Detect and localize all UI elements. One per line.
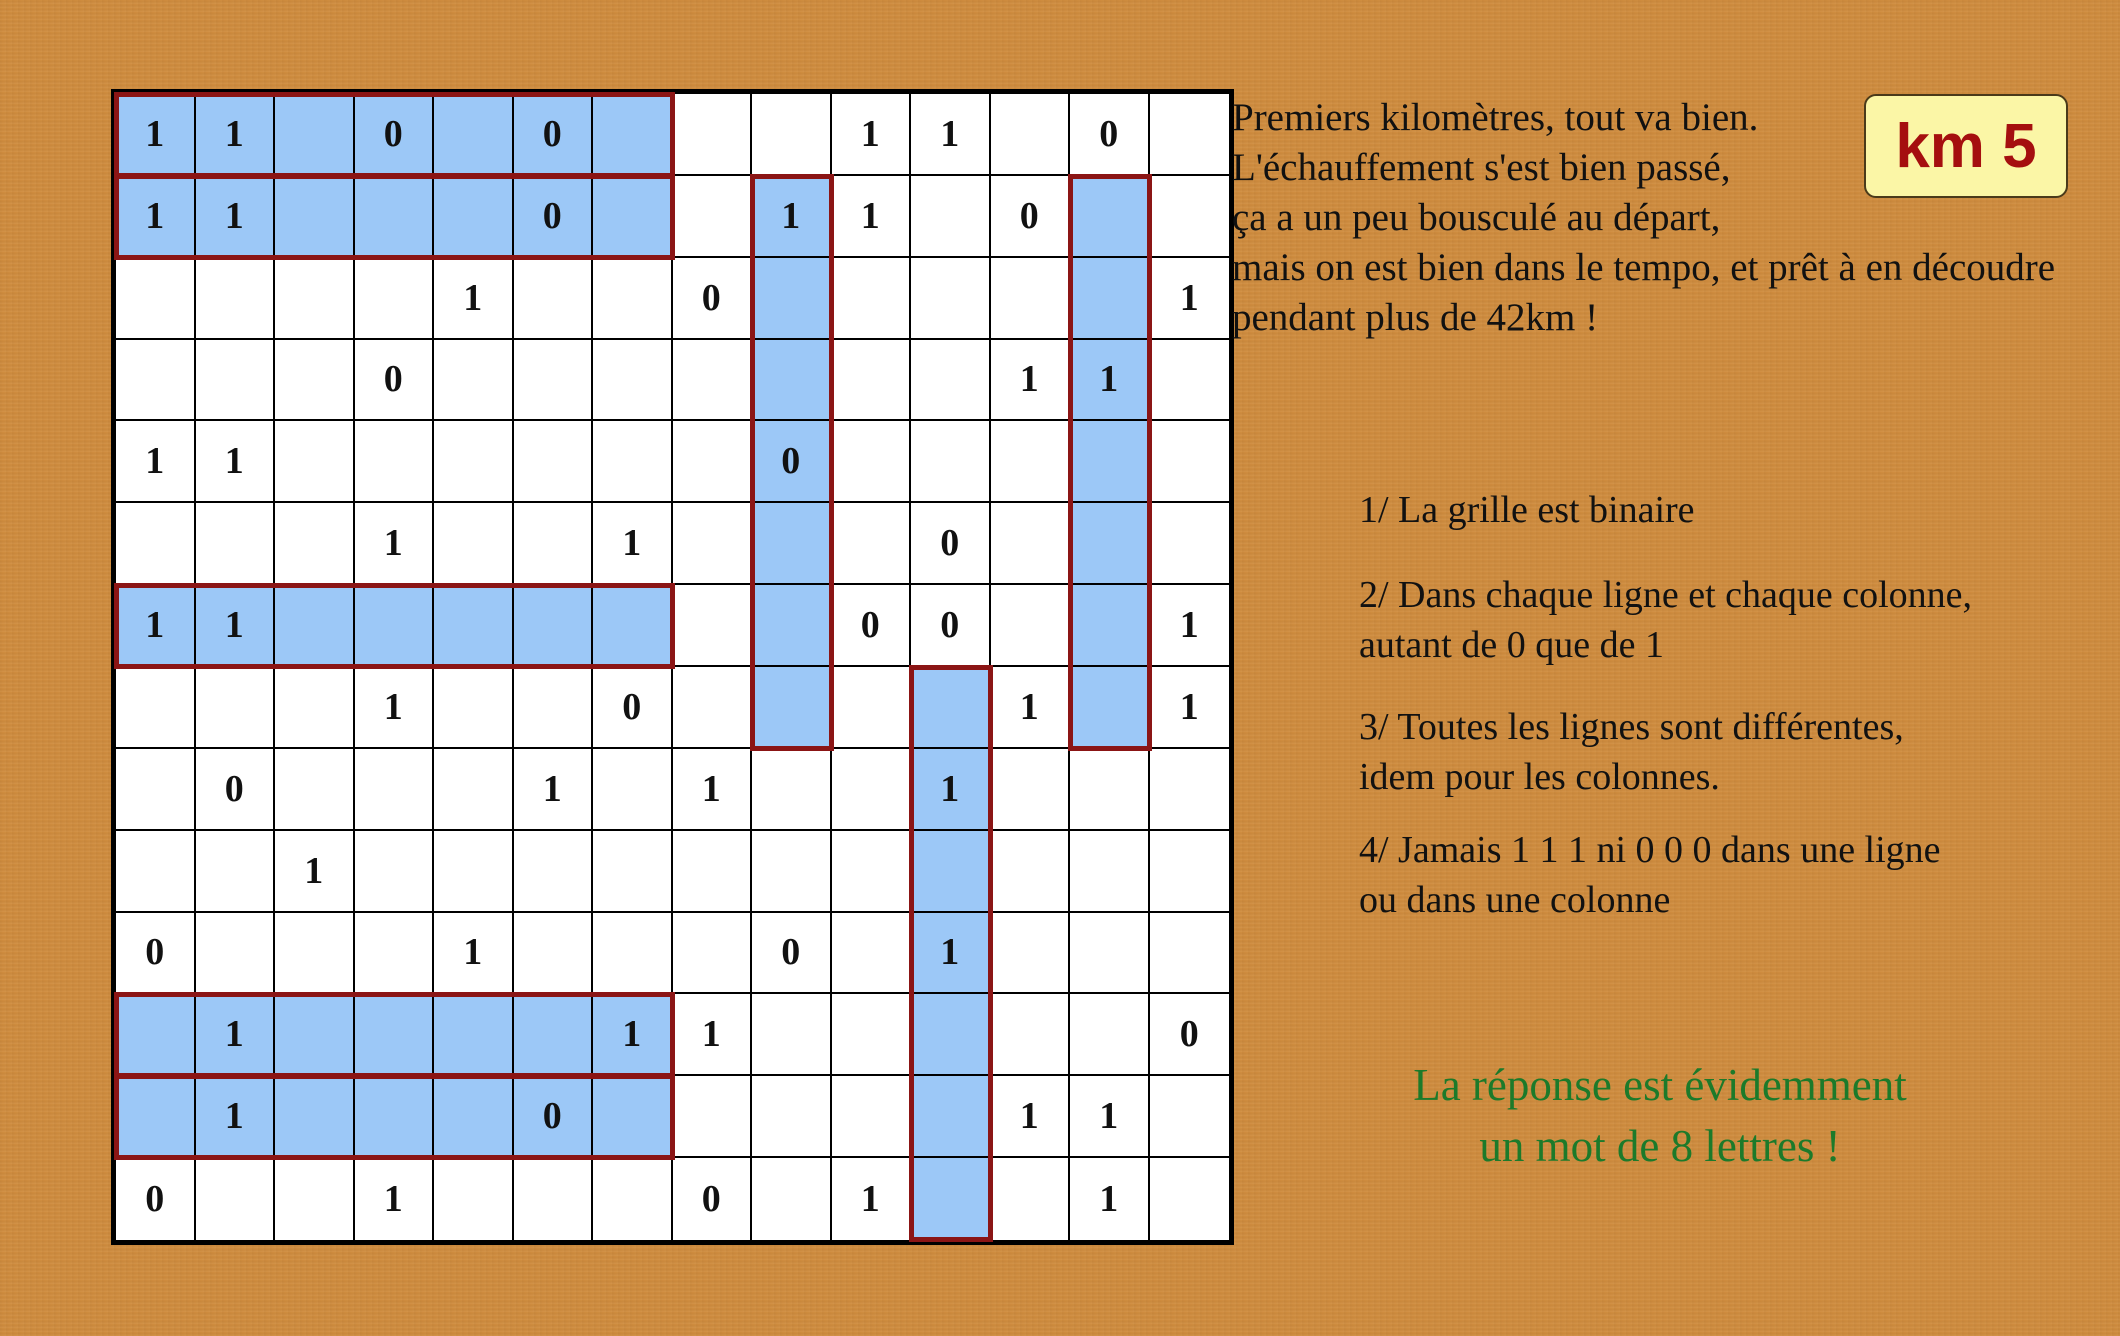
grid-cell[interactable] [355,258,435,340]
grid-cell[interactable] [275,667,355,749]
grid-cell[interactable] [355,421,435,503]
grid-cell[interactable]: 1 [1150,667,1230,749]
grid-cell[interactable]: 1 [832,1158,912,1240]
grid-cell[interactable] [1070,503,1150,585]
answer-hint [1300,1055,2020,1177]
grid-cell[interactable]: 1 [1150,585,1230,667]
grid-cell[interactable] [593,749,673,831]
rule-1 [1359,485,1695,535]
grid-cell[interactable] [116,340,196,422]
rule-3 [1359,702,1904,802]
grid-cell[interactable] [673,503,753,585]
grid-cell[interactable] [116,749,196,831]
grid-cell[interactable] [752,503,832,585]
grid-cell[interactable] [991,994,1071,1076]
grid-cell[interactable] [275,421,355,503]
grid-cell[interactable] [116,503,196,585]
grid-cell[interactable] [1150,1158,1230,1240]
grid-cell[interactable]: 1 [593,994,673,1076]
grid-cell[interactable] [514,340,594,422]
grid-cell[interactable] [196,258,276,340]
rule-line: 2/ Dans chaque ligne et chaque colonne, [1359,574,1973,616]
grid-cell[interactable] [593,94,673,176]
grid-cell[interactable] [911,258,991,340]
grid-cell[interactable] [673,340,753,422]
grid-cell[interactable] [196,913,276,995]
grid-cell[interactable] [752,585,832,667]
grid-cell[interactable] [593,258,673,340]
grid-cell[interactable] [1150,831,1230,913]
grid-cell[interactable]: 1 [196,994,276,1076]
grid-cell[interactable] [514,994,594,1076]
grid-cell[interactable] [832,1076,912,1158]
grid-cell[interactable] [275,258,355,340]
grid-cell[interactable]: 0 [1070,94,1150,176]
answer-line-2: un mot de 8 lettres ! [1479,1121,1841,1171]
grid-cell[interactable] [832,503,912,585]
grid-cell[interactable] [1150,421,1230,503]
grid-cell[interactable] [275,340,355,422]
grid-cell[interactable] [116,1076,196,1158]
grid-cell[interactable] [275,1076,355,1158]
grid-cell[interactable] [991,258,1071,340]
grid-cell[interactable] [1070,258,1150,340]
grid-cell[interactable] [911,994,991,1076]
grid-cell[interactable] [355,994,435,1076]
grid-cell[interactable] [911,176,991,258]
grid-cell[interactable] [275,94,355,176]
grid-cell[interactable] [355,585,435,667]
grid-cell[interactable] [355,176,435,258]
grid-cell[interactable] [673,176,753,258]
grid-cell[interactable] [1070,994,1150,1076]
grid-cell[interactable]: 0 [991,176,1071,258]
grid-cell[interactable] [991,585,1071,667]
grid-cell[interactable] [434,667,514,749]
grid-cell[interactable] [1150,176,1230,258]
grid-cell[interactable]: 0 [911,585,991,667]
grid-cell[interactable] [434,585,514,667]
grid-cell[interactable] [196,340,276,422]
grid-cell[interactable] [1070,831,1150,913]
grid-cell[interactable] [752,258,832,340]
grid-cell[interactable]: 1 [434,258,514,340]
grid-cell[interactable]: 1 [593,503,673,585]
grid-cell[interactable] [434,831,514,913]
grid-cell[interactable] [832,667,912,749]
grid-cell[interactable]: 1 [911,94,991,176]
grid-cell[interactable]: 0 [673,1158,753,1240]
grid-cell[interactable] [514,1158,594,1240]
grid-cell[interactable]: 1 [116,421,196,503]
binary-grid [116,94,1229,1240]
rule-line: ou dans une colonne [1359,879,1671,921]
grid-cell[interactable] [1150,1076,1230,1158]
grid-cell[interactable] [514,667,594,749]
grid-cell[interactable] [593,913,673,995]
grid-cell[interactable]: 0 [514,1076,594,1158]
grid-cell[interactable] [355,831,435,913]
grid-cell[interactable] [832,831,912,913]
grid-cell[interactable]: 1 [196,585,276,667]
grid-cell[interactable]: 0 [752,421,832,503]
grid-cell[interactable] [514,913,594,995]
grid-cell[interactable] [1070,667,1150,749]
grid-cell[interactable] [593,340,673,422]
grid-cell[interactable] [991,913,1071,995]
grid-cell[interactable]: 0 [514,94,594,176]
grid-cell[interactable] [752,1076,832,1158]
grid-cell[interactable] [275,913,355,995]
grid-cell[interactable] [1150,503,1230,585]
grid-cell[interactable] [355,913,435,995]
grid-cell[interactable]: 0 [911,503,991,585]
grid-cell[interactable] [991,1158,1071,1240]
grid-cell[interactable] [434,994,514,1076]
grid-cell[interactable]: 1 [673,749,753,831]
rule-line: autant de 0 que de 1 [1359,624,1664,666]
grid-cell[interactable]: 1 [355,667,435,749]
grid-cell[interactable]: 1 [355,503,435,585]
grid-cell[interactable] [911,831,991,913]
grid-cell[interactable] [991,94,1071,176]
grid-cell[interactable] [752,94,832,176]
grid-cell[interactable] [116,994,196,1076]
story-line: ça a un peu bousculé au départ, [1232,196,1721,239]
grid-cell[interactable] [832,340,912,422]
grid-cell[interactable]: 1 [991,1076,1071,1158]
grid-cell[interactable] [275,749,355,831]
grid-cell[interactable] [514,421,594,503]
grid-cell[interactable] [673,831,753,913]
grid-cell[interactable] [275,1158,355,1240]
grid-cell[interactable]: 1 [832,176,912,258]
rule-line: 1/ La grille est binaire [1359,489,1695,531]
grid-cell[interactable]: 1 [673,994,753,1076]
grid-cell[interactable] [1150,340,1230,422]
grid-cell[interactable] [991,503,1071,585]
story-line: mais on est bien dans le tempo, et prêt à en découdre [1232,246,2056,289]
km-badge: km 5 [1864,94,2068,198]
grid-cell[interactable]: 1 [196,1076,276,1158]
grid-cell[interactable]: 0 [832,585,912,667]
grid-cell[interactable]: 1 [116,585,196,667]
grid-cell[interactable] [514,503,594,585]
grid-cell[interactable] [275,994,355,1076]
grid-cell[interactable]: 0 [752,913,832,995]
grid-cell[interactable]: 0 [355,94,435,176]
grid-cell[interactable] [593,421,673,503]
grid-cell[interactable]: 1 [1070,1076,1150,1158]
grid-cell[interactable] [752,340,832,422]
grid-cell[interactable] [911,1076,991,1158]
grid-cell[interactable]: 0 [514,176,594,258]
grid-cell[interactable] [673,667,753,749]
grid-cell[interactable]: 1 [911,749,991,831]
grid-cell[interactable] [593,176,673,258]
grid-cell[interactable] [434,503,514,585]
grid-cell[interactable] [832,749,912,831]
grid-cell[interactable] [514,831,594,913]
grid-cell[interactable] [514,258,594,340]
grid-cell[interactable] [1070,913,1150,995]
grid-cell[interactable] [196,1158,276,1240]
grid-cell[interactable] [673,1076,753,1158]
grid-cell[interactable] [434,340,514,422]
grid-cell[interactable]: 1 [116,176,196,258]
grid-cell[interactable]: 0 [673,258,753,340]
grid-cell[interactable] [434,1158,514,1240]
grid-cell[interactable]: 1 [752,176,832,258]
grid-cell[interactable]: 1 [991,340,1071,422]
grid-cell[interactable]: 0 [1150,994,1230,1076]
grid-cell[interactable] [911,667,991,749]
grid-cell[interactable] [911,1158,991,1240]
grid-cell[interactable] [434,94,514,176]
grid-cell[interactable] [1150,749,1230,831]
grid-cell[interactable]: 0 [196,749,276,831]
grid-cell[interactable] [911,340,991,422]
grid-cell[interactable] [196,831,276,913]
grid-cell[interactable] [196,667,276,749]
grid-cell[interactable] [752,749,832,831]
grid-cell[interactable] [752,1158,832,1240]
grid-cell[interactable]: 1 [1070,340,1150,422]
grid-cell[interactable] [434,176,514,258]
grid-cell[interactable] [1070,749,1150,831]
grid-cell[interactable] [196,503,276,585]
rule-line: 4/ Jamais 1 1 1 ni 0 0 0 dans une ligne [1359,829,1941,871]
grid-cell[interactable] [116,831,196,913]
grid-cell[interactable]: 1 [1150,258,1230,340]
grid-cell[interactable] [1070,421,1150,503]
grid-cell[interactable] [991,749,1071,831]
grid-cell[interactable]: 1 [116,94,196,176]
grid-cell[interactable]: 0 [116,913,196,995]
grid-cell[interactable] [434,749,514,831]
grid-cell[interactable] [275,585,355,667]
grid-cell[interactable]: 0 [593,667,673,749]
grid-cell[interactable] [832,994,912,1076]
grid-cell[interactable]: 1 [275,831,355,913]
grid-cell[interactable] [673,421,753,503]
grid-cell[interactable]: 1 [832,94,912,176]
grid-cell[interactable] [434,421,514,503]
rule-line: idem pour les colonnes. [1359,756,1720,798]
grid-cell[interactable] [752,994,832,1076]
grid-cell[interactable] [355,1076,435,1158]
grid-cell[interactable] [1070,176,1150,258]
grid-cell[interactable] [116,667,196,749]
rule-2 [1359,570,1972,670]
grid-cell[interactable] [593,585,673,667]
rule-line: 3/ Toutes les lignes sont différentes, [1359,706,1904,748]
grid-cell[interactable] [434,1076,514,1158]
grid-cell[interactable] [275,176,355,258]
grid-cell[interactable]: 1 [196,94,276,176]
grid-cell[interactable] [275,503,355,585]
grid-cell[interactable] [911,421,991,503]
grid-cell[interactable]: 1 [991,667,1071,749]
grid-cell[interactable] [991,831,1071,913]
grid-cell[interactable]: 1 [355,1158,435,1240]
grid-cell[interactable] [832,258,912,340]
grid-cell[interactable]: 1 [1070,1158,1150,1240]
grid-cell[interactable] [752,667,832,749]
grid-cell[interactable]: 1 [911,913,991,995]
grid-cell[interactable]: 1 [434,913,514,995]
grid-cell[interactable] [1150,913,1230,995]
grid-cell[interactable] [832,913,912,995]
grid-cell[interactable]: 1 [196,176,276,258]
rule-4 [1359,825,1941,925]
grid-cell[interactable] [752,831,832,913]
grid-cell[interactable]: 1 [196,421,276,503]
grid-cell[interactable]: 1 [514,749,594,831]
grid-cell[interactable] [593,831,673,913]
grid-cell[interactable] [116,258,196,340]
grid-cell[interactable] [514,585,594,667]
story-line: L'échauffement s'est bien passé, [1232,146,1731,189]
puzzle-board [111,89,1234,1245]
grid-cell[interactable] [991,421,1071,503]
grid-cell[interactable] [673,913,753,995]
story-line: Premiers kilomètres, tout va bien. [1232,96,1759,139]
grid-cell[interactable] [832,421,912,503]
grid-cell[interactable] [593,1076,673,1158]
grid-cell[interactable] [673,94,753,176]
story-line: pendant plus de 42km ! [1232,296,1599,339]
grid-cell[interactable]: 0 [116,1158,196,1240]
grid-cell[interactable] [1070,585,1150,667]
grid-cell[interactable] [1150,94,1230,176]
grid-cell[interactable] [673,585,753,667]
grid-cell[interactable] [593,1158,673,1240]
answer-line-1: La réponse est évidemment [1413,1060,1907,1110]
grid-cell[interactable] [355,749,435,831]
grid-cell[interactable]: 0 [355,340,435,422]
